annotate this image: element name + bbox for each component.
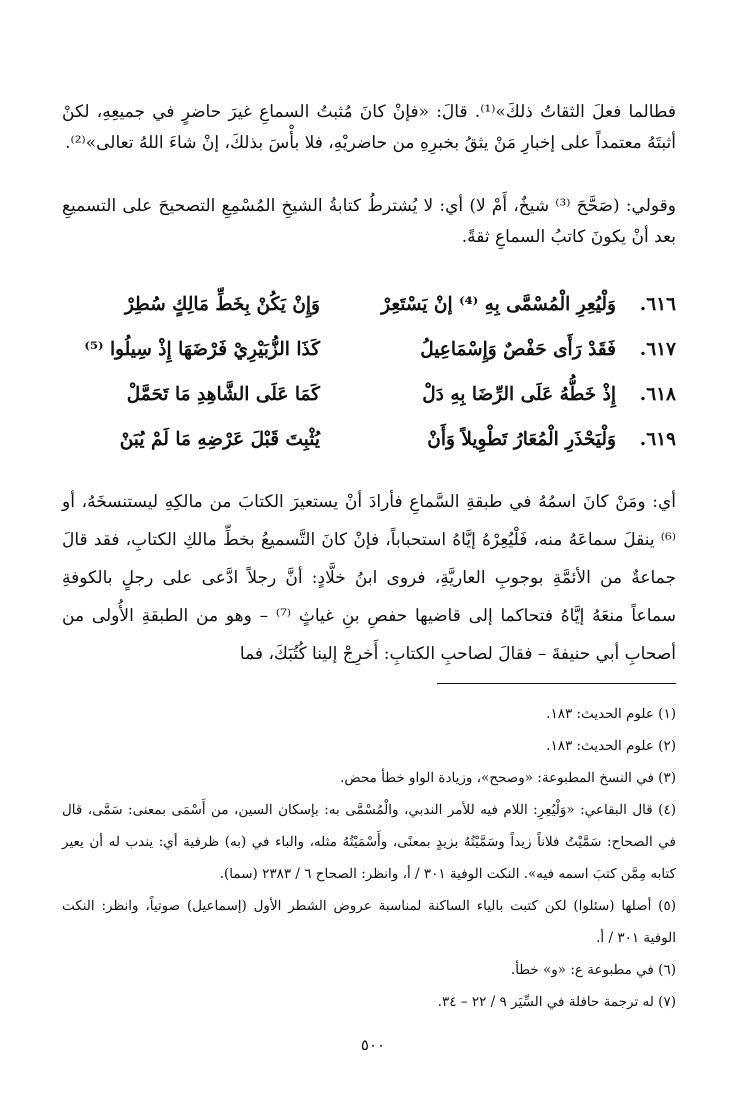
footnote-6: (٦) في مطبوعة ع: «و» خطأ.	[510, 962, 676, 978]
verse-number: ٦١٨.	[639, 384, 676, 405]
verse-616	[62, 282, 676, 327]
verse-second-hemistich: وَإِنْ يَكُنْ بِخَطِّ مَالِكٍ سُطِرْ	[124, 294, 320, 315]
verse-number: ٦١٦.	[639, 294, 676, 315]
footnotes	[62, 698, 676, 1018]
verse-first-hemistich: إِذْ خَطُّهُ عَلَى الرِّضَا بِهِ دَلْ	[422, 384, 616, 405]
footnote-7: (٧) له ترجمة حافلة في السِّيَر ٩ / ٢٢ – ٣٤.	[437, 994, 676, 1010]
verse-617	[62, 327, 676, 372]
verse-first-hemistich: فَقَدْ رَأَى حَفْصٌ وَإِسْمَاعِيلُ	[420, 339, 616, 360]
paragraph-2: وقولي: (صَحَّحَ ⁽³⁾ شيخٌ، أَمْ لا) أي: لا يُشترطُ كتابةُ الشيخِ المُسْمِعِ التصحيحَ على التسميعِ بعد أنْ يكونَ كاتبُ السماعِ ثقةً.	[62, 196, 676, 247]
paragraph-1: فطالما فعلَ الثقاتُ ذلكَ»⁽¹⁾. قالَ: «فإنْ كانَ مُثبتُ السماعِ غيرَ حاضرٍ في جميعِهِ، لكنْ أثبتَهُ معتمداً على إخبارِ مَنْ يثقُ بخبرِهِ من حاضريْهِ، فلا بأْسَ بذلكَ، إنْ شاءَ اللهُ تعالى»⁽²⁾.	[62, 102, 676, 153]
footnote-3: (٣) في النسخ المطبوعة: «وصحح»، وزيادة الواو خطأ محض.	[340, 770, 676, 786]
explanation-paragraph: أي: ومَنْ كانَ اسمُهُ في طبقةِ السَّماعِ فأرادَ أنْ يستعيرَ الكتابَ من مالكِهِ ليستنسخَهُ، أو ⁽⁶⁾ ينقلَ سماعَهُ منه، فَلْيُعِرْهُ إيَّاهُ استحباباً، فإنْ كانَ التَّسميعُ بخطِّ مالكِ الكتابِ، فقد قالَ جماعةٌ من الأئمَّةِ بوجوبِ العاريَّةِ، فروى ابنُ خلَّادٍ: أنَّ رجلاً ادَّعى على رجلٍ بالكوفةِ سماعاً منعَهُ إيَّاهُ فتحاكما إلى قاضيها حفصِ بنِ غياثٍ ⁽⁷⁾ – وهو من الطبقةِ الأُولى من أصحابِ أبي حنيفةَ – فقالَ لصاحبِ الكتابِ: أَخرِجْ إلينا كُتُبَكَ، فما	[62, 492, 676, 664]
verse-block	[62, 282, 676, 462]
page-number: ٥٠٠	[360, 1036, 386, 1054]
verse-619	[62, 417, 676, 462]
verse-second-hemistich: كَذَا الزُّبَيْرِيْ فَرْضَهَا إِذْ سِيلُوا ⁽⁵⁾	[84, 339, 320, 360]
verse-second-hemistich: يُثْبِتَ قَبْلَ عَرْضِهِ مَا لَمْ يُبَنْ	[119, 429, 320, 450]
verse-number: ٦١٩.	[639, 429, 676, 450]
verse-first-hemistich: وَلْيُعِرِ الْمُسْمَّى بِهِ ⁽⁴⁾ إنْ يَسْتَعِرْ	[381, 294, 616, 315]
verse-618	[62, 372, 676, 417]
verse-number: ٦١٧.	[639, 339, 676, 360]
footnote-4: (٤) قال البقاعي: «وَلْيُعِرِ: اللام فيه للأمر الندبي، والْمُسْمَّى به: بإسكان السين، من أَسْمَى بمعنى: سَمَّى، قال في الصحاح: سَمَّيْتُ فلاناً زيداً وسَمَّيْتُهُ بزيدٍ بمعنًى، وأَسْمَيْتُهُ مثله، والباء في (به) ظرفية أي: يندب له أن يعير كتابه مِمَّن كتبَ اسمه فيه». النكت الوفية ٣٠١ / أ، وانظر: الصحاح ٦ / ٢٣٨٣ (سما).	[62, 802, 676, 882]
verse-first-hemistich: وَلْيَحْذَرِ الْمُعَارُ تَطْوِيلاً وَأَنْ	[427, 429, 616, 450]
verse-second-hemistich: كَمَا عَلَى الشَّاهِدِ مَا تَحَمَّلْ	[126, 384, 320, 405]
footnote-divider	[437, 683, 676, 684]
footnote-5: (٥) أصلها (سئلوا) لكن كتبت بالياء الساكنة لمناسبة عروض الشطر الأول (إسماعيل) صوتياً، وانظر: النكت الوفية ٣٠١ / أ.	[62, 898, 676, 946]
footnote-1: (١) علوم الحديث: ١٨٣.	[546, 706, 676, 722]
footnote-2: (٢) علوم الحديث: ١٨٣.	[546, 738, 676, 754]
